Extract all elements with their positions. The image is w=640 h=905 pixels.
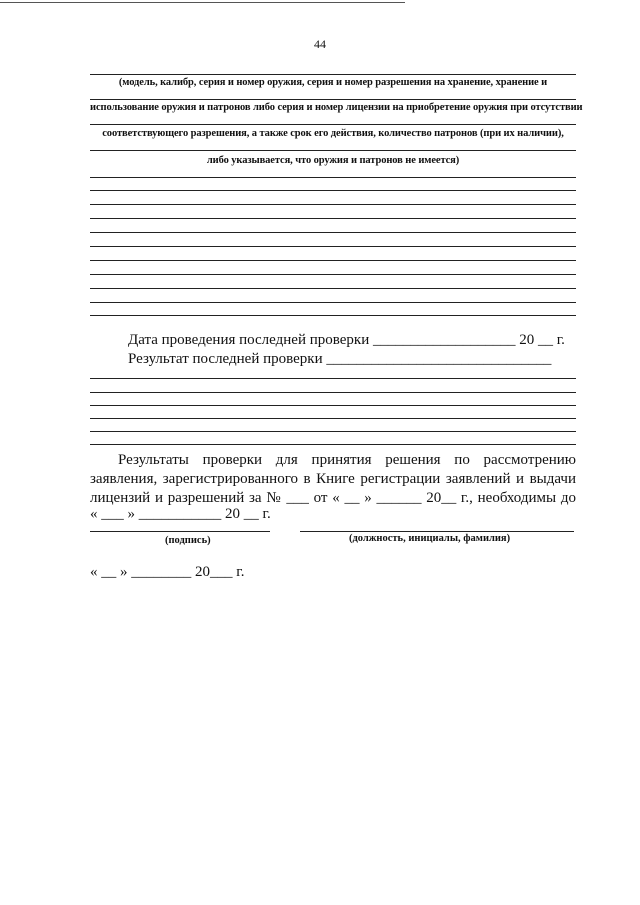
blank-line bbox=[90, 302, 576, 303]
caption-weapon-3: соответствующего разрешения, а также срок его действия, количество патронов (при их наличии), bbox=[102, 128, 564, 139]
position-caption: (должность, инициалы, фамилия) bbox=[349, 533, 511, 544]
blank-line bbox=[90, 418, 576, 419]
blank-line bbox=[90, 274, 576, 275]
blank-line bbox=[90, 99, 576, 100]
signature-line bbox=[90, 531, 270, 532]
results-line-3: лицензий и разрешений за № ___ от « __ » ______ 20__ г., необходимы до bbox=[90, 490, 576, 506]
blank-line bbox=[90, 315, 576, 316]
blank-line bbox=[90, 74, 576, 75]
scan-top-edge bbox=[0, 2, 405, 3]
results-line-1: Результаты проверки для принятия решения по рассмотрению bbox=[118, 452, 576, 468]
blank-line bbox=[90, 246, 576, 247]
page-number: 44 bbox=[314, 37, 326, 51]
caption-weapon-1: (модель, калибр, серия и номер оружия, серия и номер разрешения на хранение, хранение и bbox=[118, 77, 548, 88]
blank-line bbox=[90, 405, 576, 406]
blank-line bbox=[90, 431, 576, 432]
blank-line bbox=[90, 288, 576, 289]
blank-line bbox=[90, 150, 576, 151]
blank-line bbox=[90, 260, 576, 261]
blank-line bbox=[90, 204, 576, 205]
results-line-2: заявления, зарегистрированного в Книге регистрации заявлений и выдачи bbox=[90, 471, 576, 487]
caption-weapon-2: использование оружия и патронов либо серия и номер лицензии на приобретение оружия при отсутствии bbox=[90, 102, 583, 113]
blank-line bbox=[90, 218, 576, 219]
final-date: « __ » ________ 20___ г. bbox=[90, 564, 245, 580]
blank-line bbox=[90, 177, 576, 178]
blank-line bbox=[90, 190, 576, 191]
blank-line bbox=[90, 378, 576, 379]
position-line bbox=[300, 531, 574, 532]
blank-line bbox=[90, 444, 576, 445]
last-inspection-date: Дата проведения последней проверки ___________________ 20 __ г. bbox=[128, 332, 565, 348]
results-line-4: « ___ » ___________ 20 __ г. bbox=[90, 506, 271, 522]
blank-line bbox=[90, 124, 576, 125]
blank-line bbox=[90, 232, 576, 233]
last-inspection-result: Результат последней проверки ______________________________ bbox=[128, 351, 552, 367]
caption-weapon-4: либо указывается, что оружия и патронов не имеется) bbox=[206, 155, 460, 166]
signature-caption: (подпись) bbox=[165, 535, 211, 546]
blank-line bbox=[90, 392, 576, 393]
